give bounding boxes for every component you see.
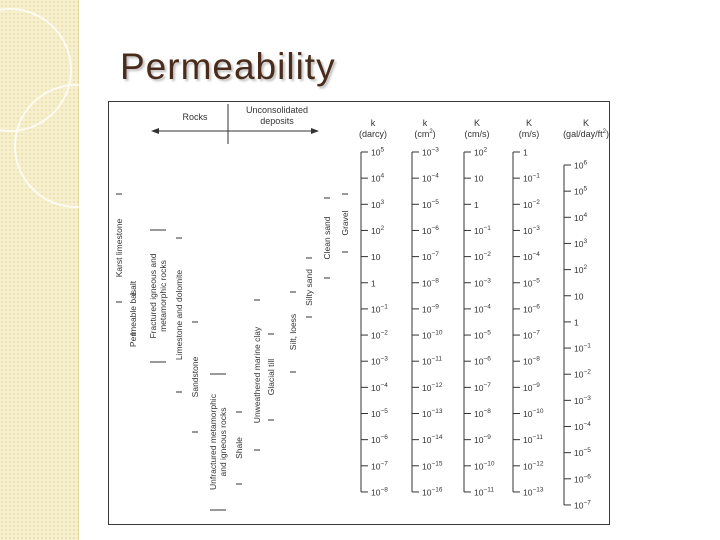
material-label: Glacial till bbox=[266, 358, 276, 396]
scale-tick-label: $10^{-11}$ bbox=[422, 355, 443, 367]
scale-unit: (cm/s) bbox=[464, 129, 490, 139]
scale-tick-label: $10^{-7}$ bbox=[474, 381, 491, 393]
scale-tick-label: $10^{-7}$ bbox=[371, 460, 388, 472]
scale-tick-label: $10^{-6}$ bbox=[371, 434, 388, 446]
scale-unit: $(gal/day/ft^2)$ bbox=[563, 129, 609, 139]
scale-tick-label: $10^{-5}$ bbox=[422, 198, 439, 210]
scale-tick-label: $10^{-5}$ bbox=[474, 329, 491, 341]
scale-tick-label: $10^{-10}$ bbox=[474, 460, 495, 472]
scale-tick-label: $10^{-15}$ bbox=[422, 460, 443, 472]
scale-symbol: K bbox=[582, 118, 590, 128]
scale-tick-label: $10^{-8}$ bbox=[422, 277, 439, 289]
header-arrow-left bbox=[151, 128, 159, 134]
scale-tick-label: 1 bbox=[574, 317, 579, 328]
material-label: Karst limestone bbox=[114, 218, 124, 278]
material-label: Permeable basalt bbox=[128, 280, 138, 348]
material-label: Fractured igneous and bbox=[148, 253, 158, 339]
scale-tick-label: $10^{-16}$ bbox=[422, 486, 443, 498]
scale-tick-label: $10^{-7}$ bbox=[574, 499, 591, 511]
scale-tick-label: $10^{-9}$ bbox=[523, 381, 540, 393]
scale-tick-label: $10^{-8}$ bbox=[474, 408, 491, 419]
material-label: Limestone and dolomite bbox=[174, 269, 184, 361]
scale-symbol: k bbox=[370, 118, 376, 128]
material-range bbox=[304, 258, 314, 317]
scale-tick-label: $10^{-8}$ bbox=[523, 355, 540, 367]
scale-tick-label: $10^{-4}$ bbox=[523, 251, 540, 263]
scale-tick-label: $10^2$ bbox=[371, 224, 385, 236]
header-rocks: Rocks bbox=[182, 112, 208, 122]
scale-tick-label: $10^2$ bbox=[474, 146, 488, 158]
scale-tick-label: $10^3$ bbox=[574, 237, 588, 249]
material-label: Clean sand bbox=[322, 216, 332, 260]
material-range bbox=[252, 300, 262, 450]
scale-tick-label: $10^{-4}$ bbox=[371, 381, 388, 393]
scale-tick-label: $10^{-3}$ bbox=[574, 394, 591, 406]
material-range bbox=[322, 198, 332, 278]
material-label: Unfractured metamorphic bbox=[208, 394, 218, 490]
scale-tick-label: $10^{-1}$ bbox=[474, 224, 491, 236]
header-deposits: deposits bbox=[260, 116, 294, 126]
scale-tick-label: $10^{-3}$ bbox=[422, 146, 439, 158]
material-label: Silty sand bbox=[304, 269, 314, 306]
scale-tick-label: $10^{-13}$ bbox=[422, 408, 443, 419]
material-range bbox=[190, 322, 200, 432]
scale-tick-label: $10^{-7}$ bbox=[523, 329, 540, 341]
scale-tick-label: $10^{-3}$ bbox=[371, 355, 388, 367]
scale-tick-label: $10^{-9}$ bbox=[422, 303, 439, 315]
material-label: Gravel bbox=[340, 210, 350, 236]
scale-tick-label: $10^{-1}$ bbox=[371, 303, 388, 315]
material-range bbox=[234, 412, 244, 484]
material-range bbox=[266, 334, 276, 420]
scale-symbol: K bbox=[473, 118, 481, 128]
material-label: Silt, loess bbox=[288, 313, 298, 351]
scale-tick-label: $10^{-10}$ bbox=[422, 329, 443, 341]
scale-tick-label: $10^{-2}$ bbox=[474, 251, 491, 263]
material-label: Shale bbox=[234, 437, 244, 459]
scale-tick-label: $10^{-6}$ bbox=[574, 473, 591, 485]
scale-tick-label: $10^{-14}$ bbox=[422, 434, 443, 446]
scale-tick-label: 10 bbox=[474, 173, 484, 184]
slide-title: Permeability bbox=[120, 46, 336, 87]
scale-tick-label: $10^{-11}$ bbox=[474, 486, 495, 498]
scale-tick-label: $10^{-7}$ bbox=[422, 251, 439, 263]
scale-tick-label: 10 bbox=[574, 291, 584, 302]
scale-tick-label: $10^{-2}$ bbox=[574, 368, 591, 380]
scale-tick-label: $10^2$ bbox=[574, 264, 588, 276]
material-label: Sandstone bbox=[190, 356, 200, 398]
material-label: and igneous rocks bbox=[218, 407, 228, 477]
decorative-side-strip bbox=[0, 0, 79, 540]
material-label: Unweathered marine clay bbox=[252, 326, 262, 424]
scale-tick-label: $10^4$ bbox=[371, 172, 385, 184]
scale-tick-label: 10 bbox=[371, 252, 381, 263]
scale-tick-label: $10^5$ bbox=[371, 146, 385, 158]
scale-tick-label: $10^{-2}$ bbox=[371, 329, 388, 341]
scale-tick-label: $10^{-10}$ bbox=[523, 408, 544, 419]
header-arrow-right bbox=[311, 128, 319, 134]
scale-tick-label: $10^{-4}$ bbox=[474, 303, 491, 315]
material-range bbox=[208, 374, 228, 510]
permeability-diagram-svg bbox=[109, 102, 609, 524]
scale-tick-label: $10^{-3}$ bbox=[523, 224, 540, 236]
scale-tick-label: $10^{-6}$ bbox=[422, 224, 439, 236]
scale-tick-label: 1 bbox=[474, 199, 479, 210]
scale-tick-label: $10^{-6}$ bbox=[523, 303, 540, 315]
scale-unit: (m/s) bbox=[518, 129, 540, 139]
scale-tick-label: $10^{-4}$ bbox=[574, 421, 591, 432]
scale-symbol: k bbox=[422, 118, 428, 128]
header-unconsolidated: Unconsolidated bbox=[245, 105, 309, 115]
scale-tick-label: $10^{-5}$ bbox=[574, 447, 591, 459]
scale-tick-label: $10^3$ bbox=[371, 198, 385, 210]
material-range bbox=[114, 194, 124, 302]
scale-tick-label: $10^{-12}$ bbox=[523, 460, 544, 472]
scale-tick-label: 1 bbox=[371, 278, 376, 289]
scale-tick-label: $10^{-9}$ bbox=[474, 434, 491, 446]
scale-tick-label: $10^6$ bbox=[574, 159, 588, 171]
permeability-diagram bbox=[108, 101, 610, 525]
scale-tick-label: 1 bbox=[523, 147, 528, 158]
scale-tick-label: $10^5$ bbox=[574, 185, 588, 197]
scale-tick-label: $10^{-3}$ bbox=[474, 277, 491, 289]
material-label: metamorphic rocks bbox=[158, 260, 168, 332]
scale-symbol: K bbox=[525, 118, 533, 128]
scale-tick-label: $10^4$ bbox=[574, 211, 588, 223]
scale-tick-label: $10^{-1}$ bbox=[523, 172, 540, 184]
scale-tick-label: $10^{-12}$ bbox=[422, 381, 443, 393]
material-range bbox=[288, 292, 298, 372]
material-range bbox=[148, 230, 168, 362]
scale-tick-label: $10^{-1}$ bbox=[574, 342, 591, 354]
scale-tick-label: $10^{-11}$ bbox=[523, 434, 544, 446]
scale-tick-label: $10^{-8}$ bbox=[371, 486, 388, 498]
scale-tick-label: $10^{-6}$ bbox=[474, 355, 491, 367]
material-range bbox=[174, 238, 184, 392]
scale-tick-label: $10^{-4}$ bbox=[422, 172, 439, 184]
scale-unit: (darcy) bbox=[358, 129, 388, 139]
scale-unit: $(cm^2)$ bbox=[414, 129, 436, 139]
material-range bbox=[340, 194, 350, 252]
scale-tick-label: $10^{-5}$ bbox=[523, 277, 540, 289]
material-range bbox=[128, 280, 138, 347]
scale-tick-label: $10^{-2}$ bbox=[523, 198, 540, 210]
scale-tick-label: $10^{-5}$ bbox=[371, 408, 388, 419]
scale-tick-label: $10^{-13}$ bbox=[523, 486, 544, 498]
